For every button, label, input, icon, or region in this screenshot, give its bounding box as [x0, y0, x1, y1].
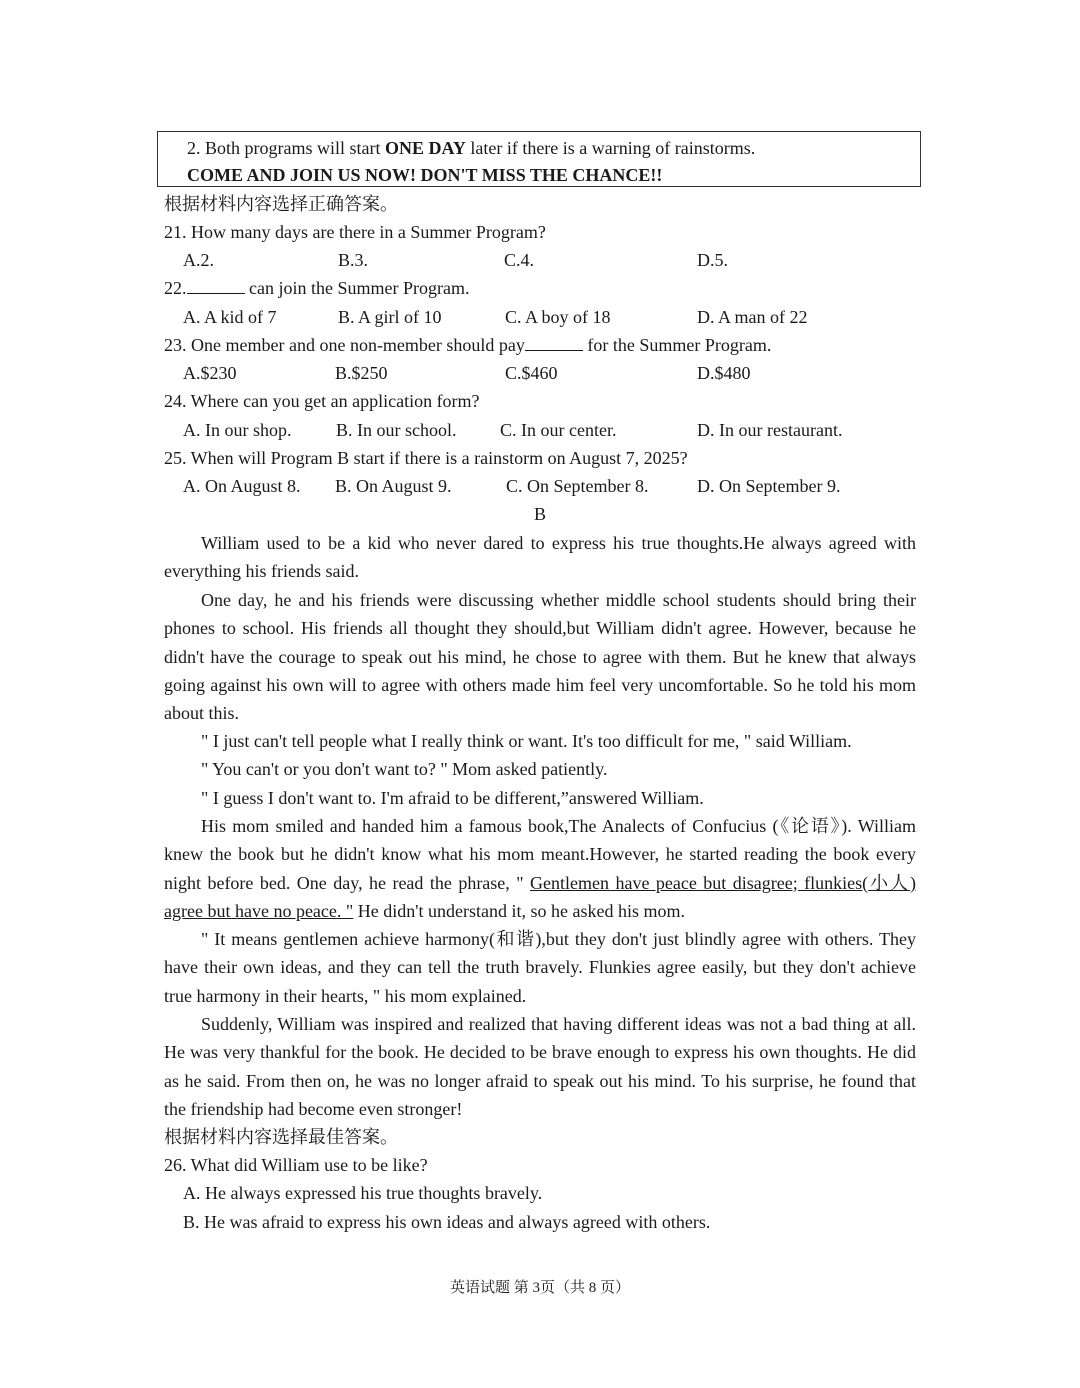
- q24-option-c: C. In our center.: [500, 420, 617, 440]
- question-25: 25. When will Program B start if there is a rainstorm on August 7, 2025?: [164, 448, 688, 468]
- section-a-instruction: 根据材料内容选择正确答案。: [164, 194, 398, 214]
- underlined-phrase: Gentlemen have peace but disagree; flunkies(小人) agree but have no peace. ": [164, 872, 916, 921]
- passage-paragraph-2: One day, he and his friends were discussing whether middle school students should bring their phones to school. His friends all thought they should,but William didn't agree. However, because he didn't have the courage to speak out his mind, he chose to agree with them. But he knew that always going against his own will to agree with others made him feel very uncomfortable. So he told his mom about this.: [164, 590, 916, 724]
- q25-option-c: C. On September 8.: [506, 476, 649, 496]
- q25-option-b: B. On August 9.: [335, 476, 452, 496]
- question-23: 23. One member and one non-member should pay for the Summer Program.: [164, 331, 771, 359]
- passage-paragraph-1: William used to be a kid who never dared to express his true thoughts.He always agreed with everything his friends said.: [164, 533, 916, 582]
- q24-option-d: D. In our restaurant.: [697, 420, 843, 440]
- q21-option-d: D.5.: [697, 250, 728, 270]
- q23-option-d: D.$480: [697, 363, 751, 383]
- q21-option-a: A.2.: [183, 250, 214, 270]
- q22-option-c: C. A boy of 18: [505, 307, 611, 327]
- q23-option-b: B.$250: [335, 363, 388, 383]
- q22-option-d: D. A man of 22: [697, 307, 808, 327]
- answer-blank: [525, 332, 583, 351]
- passage-paragraph-7: " It means gentlemen achieve harmony(和谐),but they don't just blindly agree with others. They have their own ideas, and they can tell the truth bravely. Flunkies agree easily, but they don't achieve true harmony in their hearts, " his mom explained.: [164, 929, 916, 1006]
- q25-option-a: A. On August 8.: [183, 476, 301, 496]
- q24-option-a: A. In our shop.: [183, 420, 292, 440]
- question-24: 24. Where can you get an application form?: [164, 391, 480, 411]
- question-22: 22. can join the Summer Program.: [164, 274, 469, 302]
- q23-option-a: A.$230: [183, 363, 237, 383]
- notice-line-2: COME AND JOIN US NOW! DON'T MISS THE CHANCE!!: [187, 165, 663, 185]
- q22-option-b: B. A girl of 10: [338, 307, 442, 327]
- passage-paragraph-3: " I just can't tell people what I really think or want. It's too difficult for me, " said William.: [201, 731, 852, 751]
- page-footer: 英语试题 第 3页（共 8 页）: [449, 1280, 630, 1296]
- answer-blank: [187, 275, 245, 294]
- q26-option-b: B. He was afraid to express his own ideas and always agreed with others.: [183, 1212, 711, 1232]
- q21-option-c: C.4.: [504, 250, 535, 270]
- question-21: 21. How many days are there in a Summer Program?: [164, 222, 546, 242]
- q23-option-c: C.$460: [505, 363, 558, 383]
- q22-option-a: A. A kid of 7: [183, 307, 277, 327]
- q21-option-b: B.3.: [338, 250, 369, 270]
- question-26: 26. What did William use to be like?: [164, 1155, 428, 1175]
- q24-option-b: B. In our school.: [336, 420, 457, 440]
- passage-paragraph-5: " I guess I don't want to. I'm afraid to be different,”answered William.: [201, 788, 704, 808]
- notice-line-1: 2. Both programs will start ONE DAY later if there is a warning of rainstorms.: [187, 138, 756, 158]
- passage-paragraph-8: Suddenly, William was inspired and realized that having different ideas was not a bad thing at all. He was very thankful for the book. He decided to be brave enough to express his own thoughts. He did as he said. From then on, he was no longer afraid to speak out his mind. To his surprise, he found that the friendship had become even stronger!: [164, 1014, 916, 1119]
- passage-paragraph-4: " You can't or you don't want to? " Mom asked patiently.: [201, 759, 608, 779]
- passage-paragraph-6: His mom smiled and handed him a famous book,The Analects of Confucius (《论语》). William knew the book but he didn't know what his mom meant.However, he started reading the book every night before bed. One day, he read the phrase, " Gentlemen have peace but disagree; flunkies(小人) agree but have no peace. " He didn't understand it, so he asked his mom.: [164, 816, 916, 921]
- q26-option-a: A. He always expressed his true thoughts bravely.: [183, 1183, 543, 1203]
- section-b-instruction: 根据材料内容选择最佳答案。: [164, 1127, 398, 1147]
- q25-option-d: D. On September 9.: [697, 476, 841, 496]
- section-b-heading: B: [533, 504, 546, 524]
- notice-box: [157, 131, 921, 187]
